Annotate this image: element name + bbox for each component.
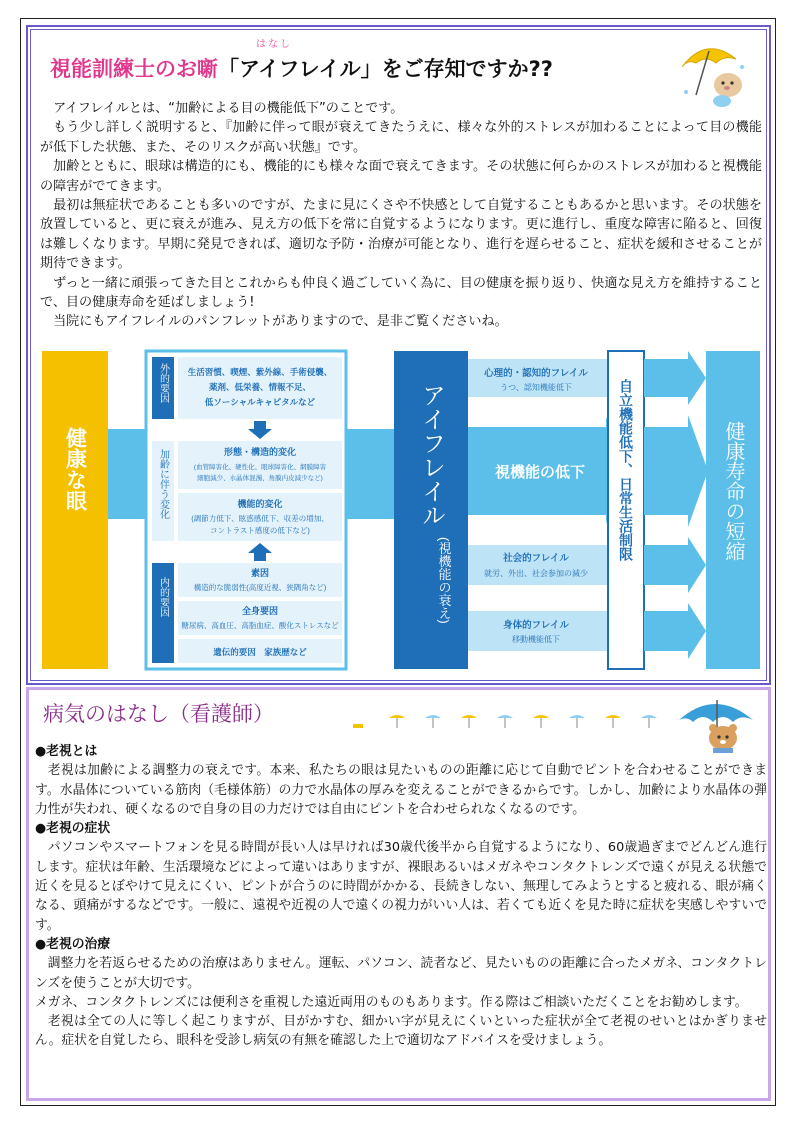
internal-item-2-title: 全身要因 [241,606,279,616]
heading: ●老視の症状 [35,821,111,837]
section1-title-pink: 視能訓練士のお噺 [50,57,218,81]
internal-item-2-text: 糖尿病、高血圧、高脂血症、酸化ストレスなど [181,621,339,630]
structural-text-1: (血管障害化、硬性化、眼球障害化、網膜障害 [193,464,327,471]
internal-label: 内的要因 [157,577,169,617]
external-factor-label: 外的要因 [157,363,169,403]
heading: ●老視とは [35,744,98,759]
internal-item-3-title: 遺伝的要因 家族歴など [213,647,307,657]
internal-item-1-title: 素因 [250,568,270,578]
healthy-eye-label: 健康な眼 [63,427,87,511]
rain-decoration-icon [349,712,669,732]
section2-title: 病気のはなし（看護師） [43,702,274,726]
external-text-3: 低ソーシャルキャピタルなど [204,397,316,407]
physical-frail-title: 身体的フレイル [503,620,569,631]
eye-frail-subtitle: (視機能の衰え) [436,537,452,624]
section1-body [40,99,762,332]
psych-frail-title: 心理的・認知的フレイル [484,368,588,379]
heading: ●老視の治療 [35,936,111,952]
social-frail-text: 就労、外出、社会参加の減少 [484,569,588,578]
nurse-section [26,687,771,1101]
external-text-2: 薬剤、低栄養、情報不足、 [208,382,312,392]
functional-text-1: (調節力低下、眩惑感低下、収差の増加、 [191,514,329,523]
paragraph: 加齢とともに、眼球は構造的にも、機能的にも様々な面で衰えてきます。その状態に何らかのストレスが加わると視機能の障害がでてきます。 [40,159,762,194]
eye-frail-diagram [42,349,760,671]
external-text-1: 生活習慣、喫煙、紫外線、手術侵襲、 [187,367,333,377]
internal-item-1-text: 構造的な脆弱性(高度近視、狭隅角など) [193,583,327,592]
visual-decline-label: 視機能の低下 [494,464,586,481]
paragraph: パソコンやスマートフォンを見る時間が長い人は早ければ30歳代後半から自覚するようになり、60歳過ぎまでどんどん進行します。症状は年齢、生活環境などによって違いはありますが、裸眼あるいはメガネやコンタクトレンズで遠くが見える状態で近くを見るとぼやけて見えにくい、ピントが合うのに時間がかかる、長続きしない、無理してみようとすると疲れる、眼が痛くなる、頭痛がするなどです。一般に、遠視や近視の人で遠くの視力がいい人は、若くても近くを見た時に症状を実感しやすいです。 [35,840,767,933]
functional-title: 機能的変化 [237,499,283,509]
physical-frail-text: 移動機能低下 [512,635,560,644]
social-frail-title: 社会的フレイル [503,553,569,564]
paragraph: 当院にもアイフレイルのパンフレットがありますので、是非ご覧くださいね。 [53,314,508,330]
paragraph: 老視は全ての人に等しく起こりますが、目がかすむ、細かい字が見えにくいといった症状が全て老視のせいとはかぎりません。症状を自覚したら、眼科を受診し病気の有無を確認した上で適切なアドバイスを受けましょう。 [35,1014,767,1049]
paragraph: メガネ、コンタクトレンズには便利さを重視した遠近両用のものもあります。作る際はご相談いただくことをお勧めします。 [35,994,748,1010]
section2-body [35,742,767,1051]
paragraph: 老視は加齢による調整力の衰えです。本来、私たちの眼は見たいものの距離に応じて自動でピントを合わせることができます。水晶体についている筋肉（毛様体筋）の力で水晶体の厚みを変えることができるからです。しかし、加齢により水晶体の弾力性が失われ、硬くなるので自身の目の力だけでは自由にピントを合わせられなくなるのです。 [35,763,767,817]
independence-label: 自立機能低下、日常生活制限 [618,379,634,561]
paragraph: ずっと一緒に頑張ってきた目とこれからも仲良く過ごしていく為に、目の健康を振り返り、快適な見え方を維持することで、目の健康寿命を延ばしましょう! [40,275,762,311]
paragraph: アイフレイルとは、“加齢による目の機能低下”のことです。 [53,101,404,116]
section1-title-black: 「アイフレイル」をご存知ですか?? [218,57,553,81]
psych-frail-text: うつ、認知機能低下 [500,383,572,392]
healthy-life-label: 健康寿命の短縮 [722,421,744,561]
aging-label: 加齢に伴う変化 [157,449,169,519]
paragraph: 調整力を若返らせるための治療はありません。運転、パソコン、読者など、見たいものの距離に合ったメガネ、コンタクトレンズを使うことが大切です。 [35,956,767,991]
page-frame [20,18,776,1106]
paragraph: もう少し詳しく説明すると、『加齢に伴って眼が衰えてきたうえに、様々な外的ストレスが加わることによって目の機能が低下した状態、また、そのリスクが高い状態』です。 [40,120,762,155]
structural-text-2: 細胞減少、水晶体混濁、角膜内皮減少など) [197,475,323,482]
eye-frail-title: アイフレイル [417,383,445,527]
paragraph: 最初は無症状であることも多いのですが、たまに見にくさや不快感として自覚することもあるかと思います。その状態を放置していると、更に衰えが進み、見え方の低下を常に自覚するようになります。更に進行し、重度な障害に陥ると、回復は難しくなります。早期に発見できれば、適切な予防・治療が可能となり、進行を遅らせること、症状を緩和させることが期待できます。 [40,198,762,272]
title-furigana: はなし [256,39,292,50]
functional-text-2: コントラスト感度の低下など) [210,526,310,535]
section1-title [50,53,553,83]
orthoptist-section [26,25,771,685]
structural-title: 形態・構造的変化 [223,447,297,457]
